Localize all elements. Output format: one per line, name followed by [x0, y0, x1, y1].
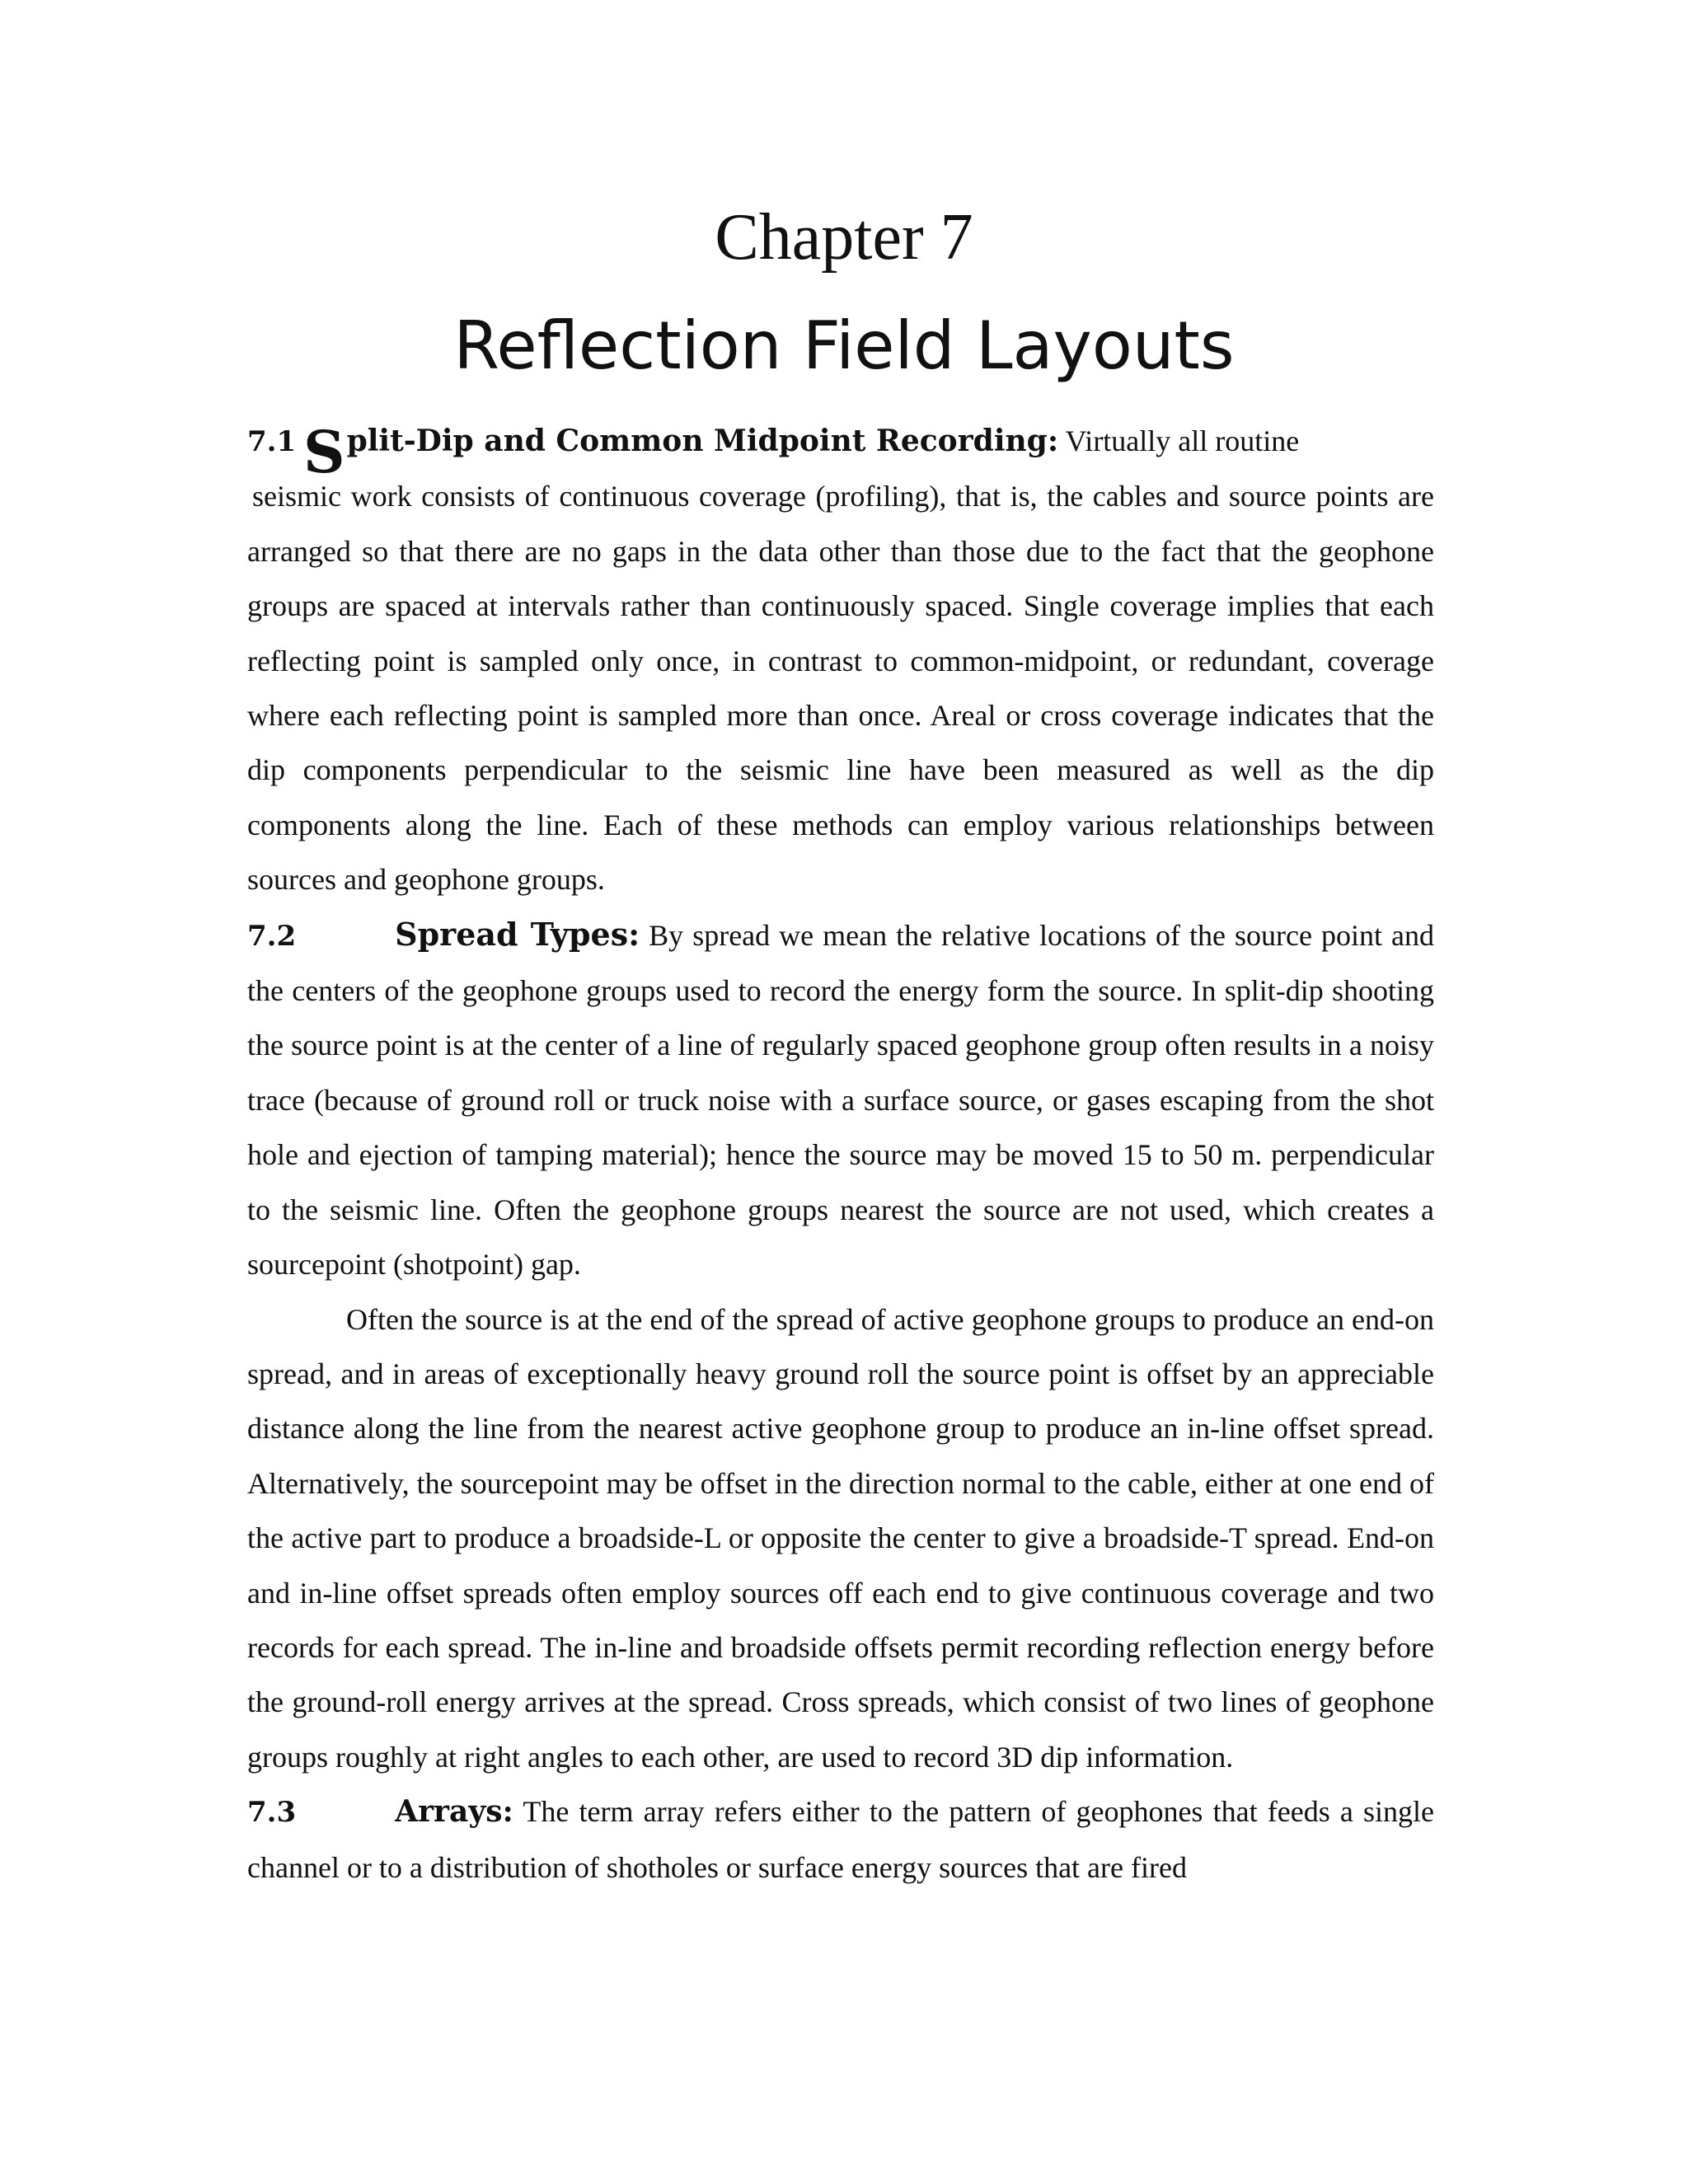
section-heading: Arrays:: [395, 1794, 513, 1830]
section-7-2: [247, 907, 1434, 1292]
section-lead-text: Virtually all routine: [1058, 424, 1300, 457]
section-7-1: [247, 414, 1434, 907]
section-body: The term array refers either to the pattern of geophones that feeds a single channel or to a distribution of shotholes or surface energy sources that are fired: [247, 1795, 1434, 1884]
section-heading: plit-Dip and Common Midpoint Recording:: [346, 424, 1059, 458]
section-body: By spread we mean the relative locations of the source point and the centers of the geophone groups used to record the energy form the source. In split-dip shooting the source point is at the center of a line of regularly spaced geophone group often results in a noisy trace (because of ground roll or truck noise with a surface source, or gases escaping from the shot hole and ejection of tamping material); hence the source may be moved 15 to 50 m. perpendicular to the seismic line. Often the geophone groups nearest the source are not used, which creates a sourcepoint (shotpoint) gap.: [247, 918, 1434, 1282]
section-number: 7.1: [247, 425, 297, 458]
section-7-1-heading-line: [247, 414, 1434, 486]
section-7-3: [247, 1784, 1434, 1895]
section-heading: Spread Types:: [395, 915, 640, 953]
section-number: 7.2: [247, 919, 297, 953]
chapter-label: Chapter 7: [715, 201, 973, 274]
section-7-2-paragraph-2: Often the source is at the end of the spread of active geophone groups to produce an end-on spread, and in areas of exceptionally heavy ground roll the source point is offset by an appreciable distance along the line from the nearest active geophone group to produce an in-line offset spread. Alternatively, the sourcepoint may be offset in the direction normal to the cable, either at one end of the active part to produce a broadside-L or opposite the center to give a broadside-T spread. End-on and in-line offset spreads often employ sources off each end to give continuous coverage and two records for each spread. The in-line and broadside offsets permit recording reflection energy before the ground-roll energy arrives at the spread. Cross spreads, which consist of two lines of geophone groups roughly at right angles to each other, are used to record 3D dip information.: [247, 1302, 1434, 1774]
chapter-body: [247, 414, 1434, 1895]
section-number: 7.3: [247, 1796, 297, 1830]
chapter-title: Reflection Field Layouts: [453, 307, 1235, 384]
drop-cap: S: [303, 418, 345, 486]
section-body: seismic work consists of continuous coverage (profiling), that is, the cables and source points are arranged so that there are no gaps in the data other than those due to the fact that the geophone groups are spaced at intervals rather than continuously spaced. Single coverage implies that each reflecting point is sampled only once, in contrast to common-midpoint, or redundant, coverage where each reflecting point is sampled more than once. Areal or cross coverage indicates that the dip components perpendicular to the seismic line have been measured as well as the dip components along the line. Each of these methods can employ various relationships between sources and geophone groups.: [247, 480, 1434, 897]
